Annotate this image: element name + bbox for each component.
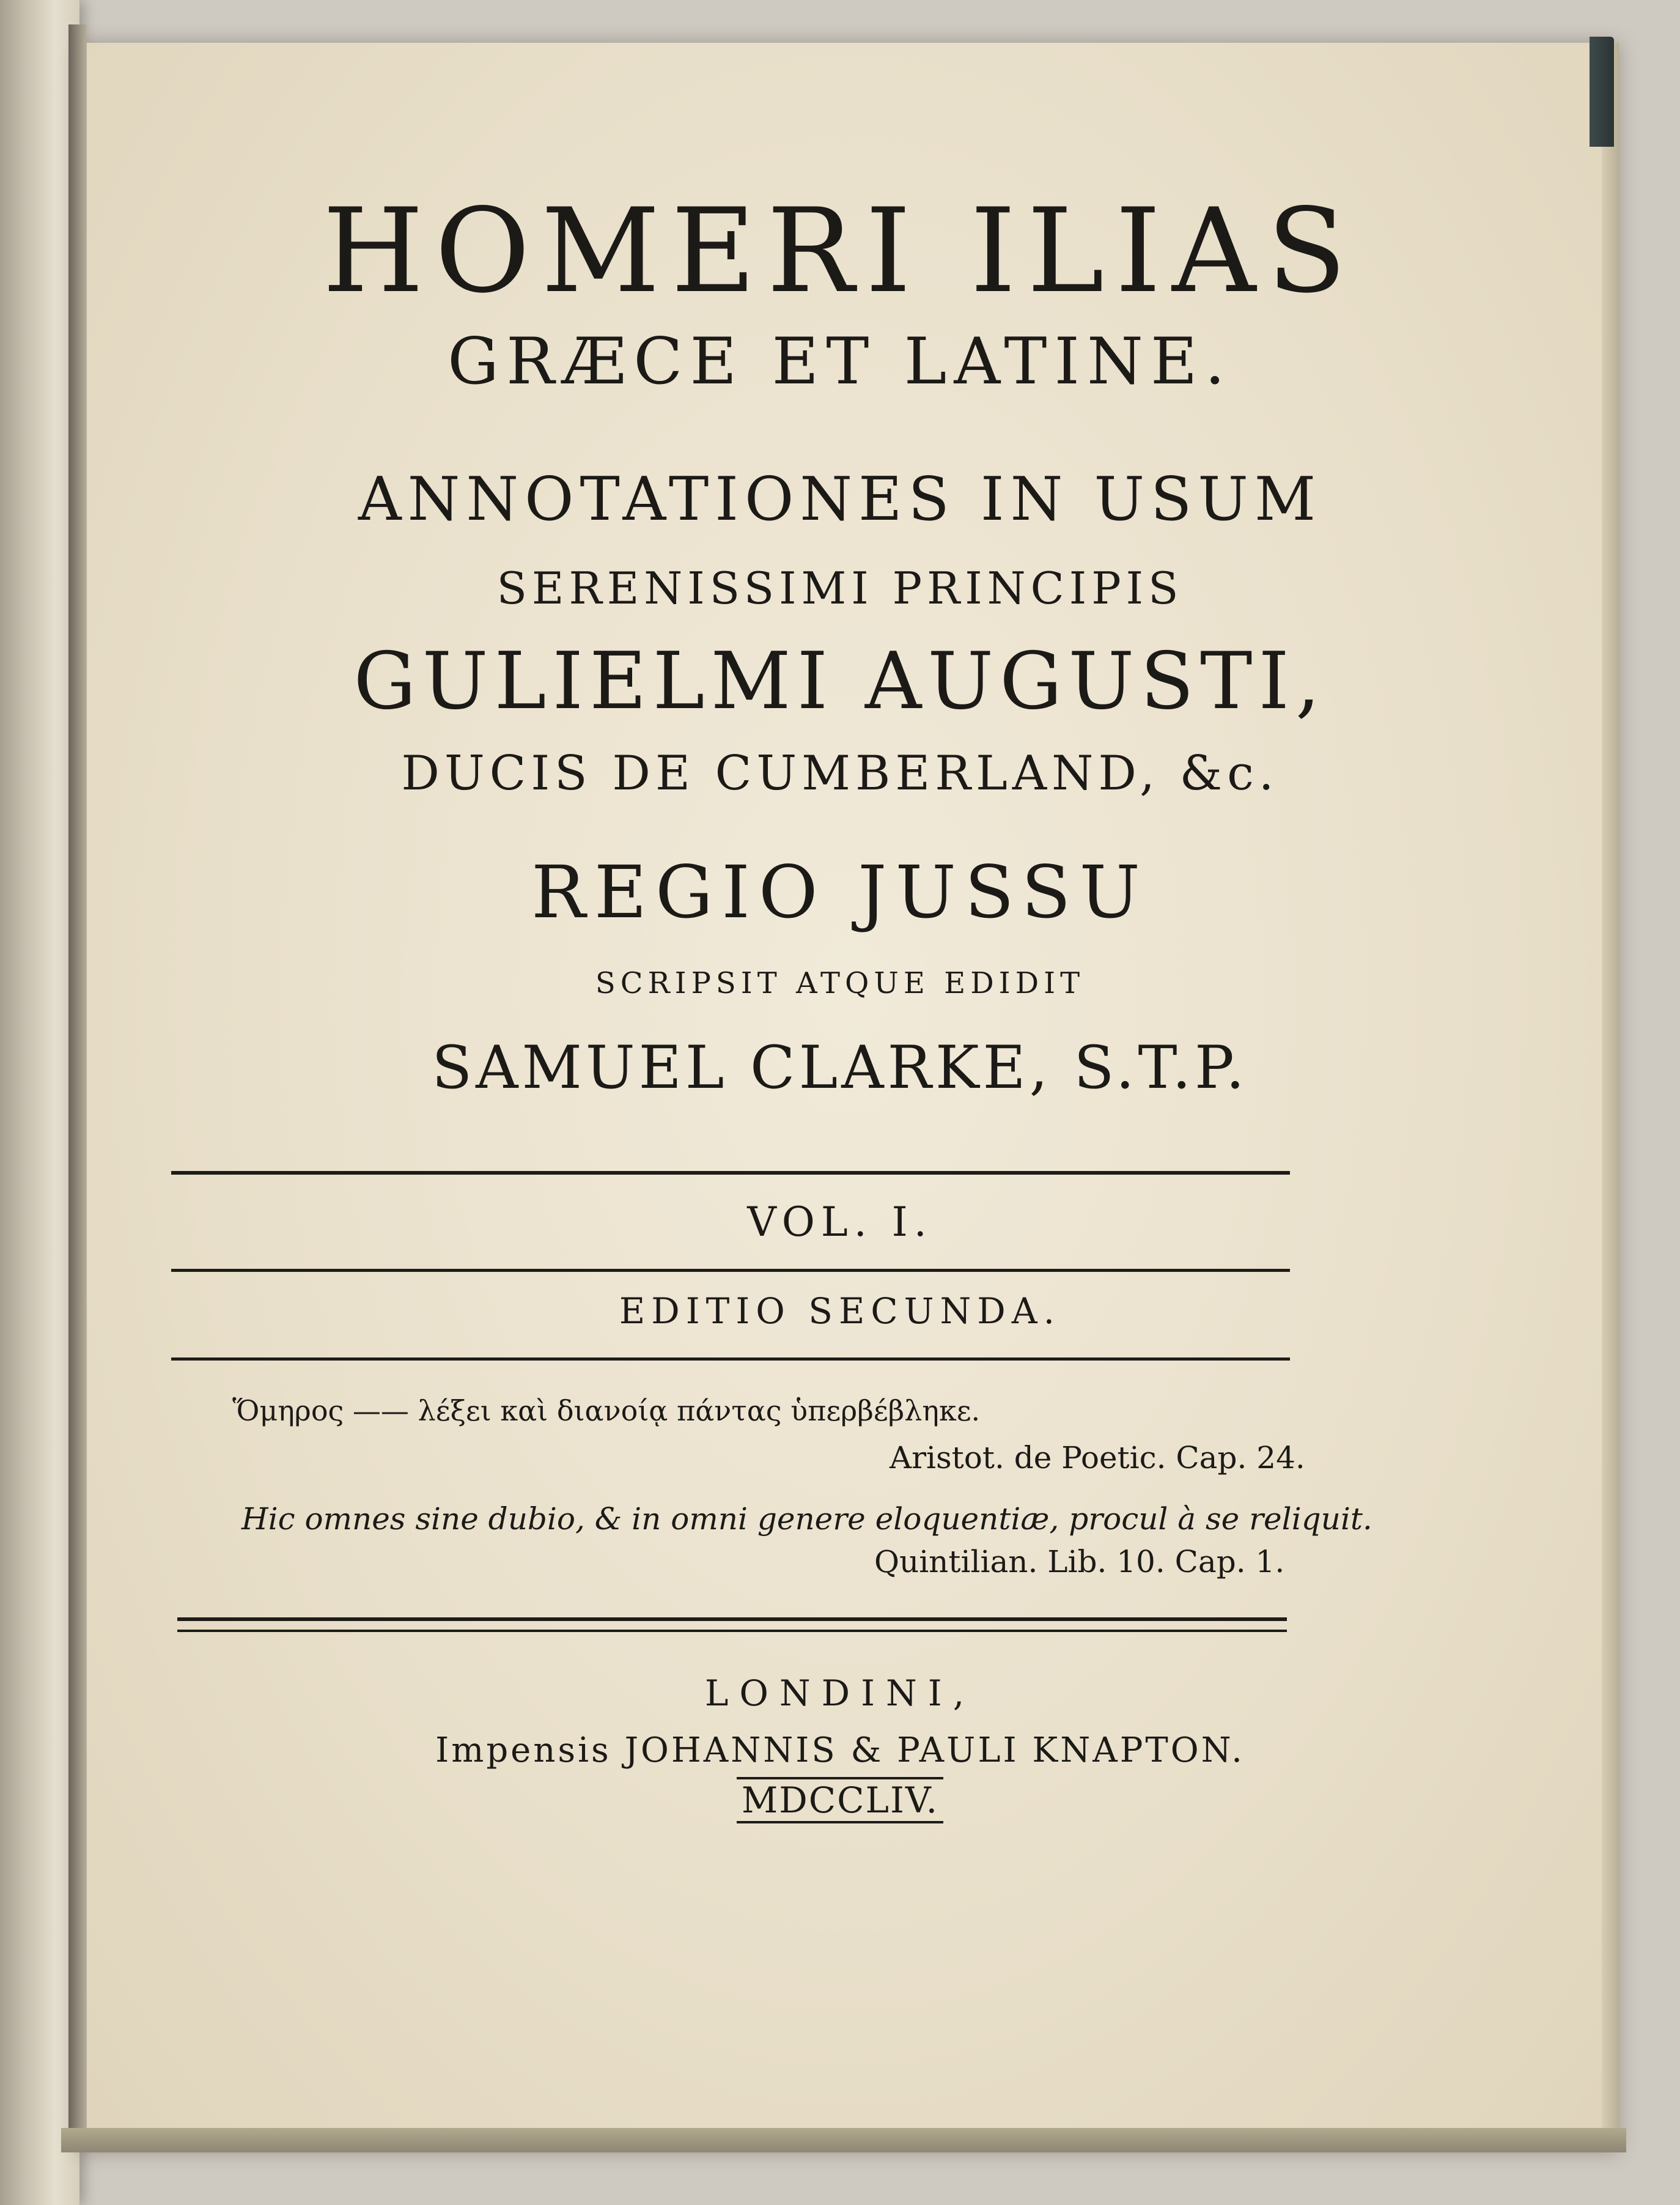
- imprint-year-wrap: [0, 1779, 1680, 1821]
- line-ducis: DUCIS DE CUMBERLAND, &c.: [401, 746, 1279, 801]
- latin-quote: Hic omnes sine dubio, & in omni genere eloquentiæ, procul à se reliquit.: [241, 1501, 1372, 1537]
- edition-label: EDITIO SECUNDA.: [619, 1290, 1061, 1332]
- imprint-publisher: Impensis JOHANNIS & PAULI KNAPTON.: [435, 1730, 1245, 1770]
- double-rule-top: [177, 1617, 1287, 1621]
- line-serenissimi: SERENISSIMI PRINCIPIS: [496, 563, 1184, 614]
- rule-middle: [171, 1269, 1290, 1272]
- latin-quote-source: Quintilian. Lib. 10. Cap. 1.: [874, 1544, 1285, 1579]
- imprint-year: MDCCLIV.: [737, 1777, 943, 1823]
- line-gulielmi: GULIELMI AUGUSTI,: [353, 636, 1327, 727]
- cover-corner: [1590, 37, 1614, 147]
- author-line: SAMUEL CLARKE, S.T.P.: [432, 1033, 1248, 1102]
- double-rule-bottom: [177, 1630, 1287, 1632]
- rule-lower: [171, 1357, 1290, 1361]
- volume-label: VOL. I.: [747, 1199, 933, 1246]
- rule-top: [171, 1171, 1290, 1175]
- line-scripsit: SCRIPSIT ATQUE EDIDIT: [595, 966, 1085, 1000]
- line-annotationes: ANNOTATIONES IN USUM: [358, 465, 1322, 534]
- subtitle: GRÆCE ET LATINE.: [448, 324, 1232, 399]
- title: HOMERI ILIAS: [322, 183, 1358, 319]
- line-regio: REGIO JUSSU: [531, 850, 1149, 934]
- imprint-city: LONDINI,: [704, 1672, 976, 1714]
- greek-quote-source: Aristot. de Poetic. Cap. 24.: [890, 1440, 1305, 1476]
- page-block-bottom: [61, 2128, 1626, 2152]
- greek-quote: Ὅμηρος —— λέξει καὶ διανοίᾳ πάντας ὑπερβέβληκε.: [232, 1394, 981, 1427]
